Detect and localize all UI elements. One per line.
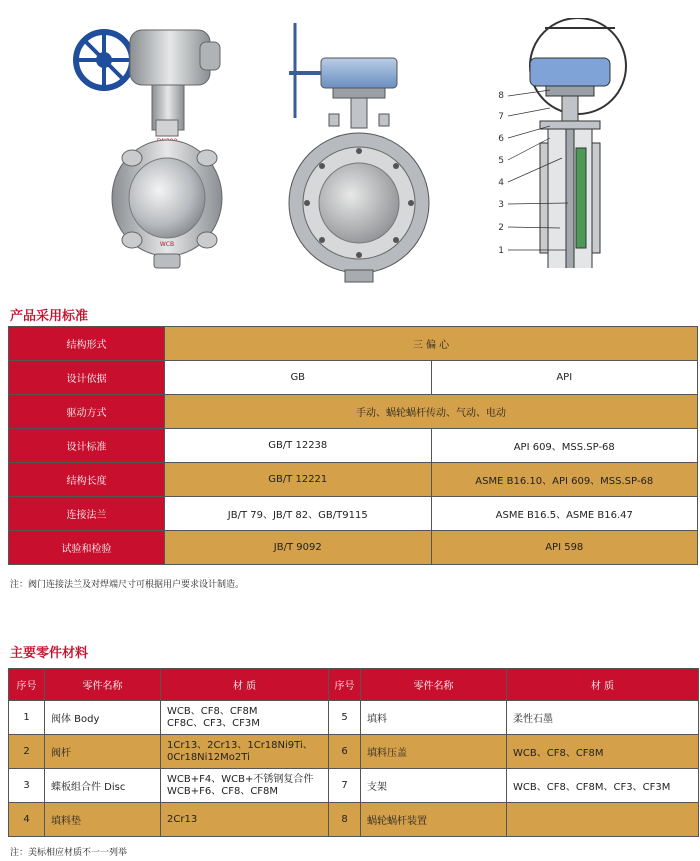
product-figures [0,0,700,300]
cell-material [161,735,329,769]
cell-no: 7 [329,769,361,803]
row-label: 结构长度 [9,463,165,497]
row-label: 设计依据 [9,361,165,395]
row-label: 试验和检验 [9,531,165,565]
table-row [9,735,699,769]
table-row [9,463,698,497]
cell-material: WCB、CF8、CF8M、CF3、CF3M [507,769,699,803]
cell-material: 柔性石墨 [507,701,699,735]
cell-material [507,803,699,837]
col-header-material: 材 质 [507,669,699,701]
cell-material [161,803,329,837]
cell-part-name: 填料垫 [45,803,161,837]
material-line: WCB、CF8、CF8M [167,705,258,717]
cell-value: API 598 [431,531,698,565]
cell-part-name: 蝶板组合件 Disc [45,769,161,803]
col-header-material: 材 质 [161,669,329,701]
cell-value: ASME B16.5、ASME B16.47 [431,497,698,531]
standards-section-title: 产品采用标准 [10,309,89,324]
valve-photo-figure [72,8,242,273]
cell-material: WCB、CF8、CF8M [507,735,699,769]
table-row [9,531,698,565]
row-label: 驱动方式 [9,395,165,429]
standards-table [8,326,698,565]
cell-no: 2 [9,735,45,769]
callout-3: 3 [498,200,504,210]
callout-6: 6 [498,134,504,144]
table-row [9,429,698,463]
callout-8: 8 [498,91,504,101]
col-header-no: 序号 [329,669,361,701]
cell-no: 4 [9,803,45,837]
table-row [9,803,699,837]
cell-value: 三 偏 心 [165,327,698,361]
table-header-row [9,669,699,701]
material-line: CF8C、CF3、CF3M [167,717,260,729]
cell-no: 6 [329,735,361,769]
cell-no: 8 [329,803,361,837]
cell-value: ASME B16.10、API 609、MSS.SP-68 [431,463,698,497]
row-label: 设计标准 [9,429,165,463]
cell-value: API 609、MSS.SP-68 [431,429,698,463]
material-line: 0Cr18Ni12Mo2Ti [167,751,250,763]
cell-no: 1 [9,701,45,735]
cell-material [161,769,329,803]
parts-materials-table [8,668,699,837]
cell-value: JB/T 79、JB/T 82、GB/T9115 [165,497,432,531]
callout-4: 4 [498,178,504,188]
svg-text:WCB: WCB [159,241,175,248]
valve-section-figure [490,18,630,268]
col-header-no: 序号 [9,669,45,701]
material-line: WCB+F4、WCB+不锈钢复合件 [167,773,314,785]
table-row [9,497,698,531]
cell-part-name: 填料压盖 [361,735,507,769]
parts-note: 注：美标相应材质不一一列举 [10,848,128,858]
col-header-part-name: 零件名称 [45,669,161,701]
cell-value: API [431,361,698,395]
cell-part-name: 阀体 Body [45,701,161,735]
table-row [9,769,699,803]
table-row [9,701,699,735]
col-header-part-name: 零件名称 [361,669,507,701]
callout-5: 5 [498,156,504,166]
cell-part-name: 填料 [361,701,507,735]
cell-value: GB [165,361,432,395]
material-line: WCB+F6、CF8、CF8M [167,785,279,797]
row-label: 结构形式 [9,327,165,361]
material-line: 2Cr13 [167,813,198,825]
cell-part-name: 蜗轮蜗杆装置 [361,803,507,837]
callout-1: 1 [498,246,504,256]
cell-material [161,701,329,735]
table-row [9,395,698,429]
callout-7: 7 [498,112,504,122]
cell-part-name: 阀杆 [45,735,161,769]
cell-value: 手动、蜗轮蜗杆传动、气动、电动 [165,395,698,429]
material-line: 1Cr13、2Cr13、1Cr18Ni9Ti、 [167,739,313,751]
cell-value: JB/T 9092 [165,531,432,565]
parts-section-title: 主要零件材料 [10,646,89,661]
cell-value: GB/T 12238 [165,429,432,463]
callout-2: 2 [498,223,504,233]
cell-no: 5 [329,701,361,735]
cell-value: GB/T 12221 [165,463,432,497]
table-row [9,361,698,395]
row-label: 连接法兰 [9,497,165,531]
cell-no: 3 [9,769,45,803]
cell-part-name: 支架 [361,769,507,803]
standards-note: 注：阀门连接法兰及对焊端尺寸可根据用户要求设计制造。 [10,580,245,590]
valve-front-view-figure [275,18,445,283]
table-row [9,327,698,361]
